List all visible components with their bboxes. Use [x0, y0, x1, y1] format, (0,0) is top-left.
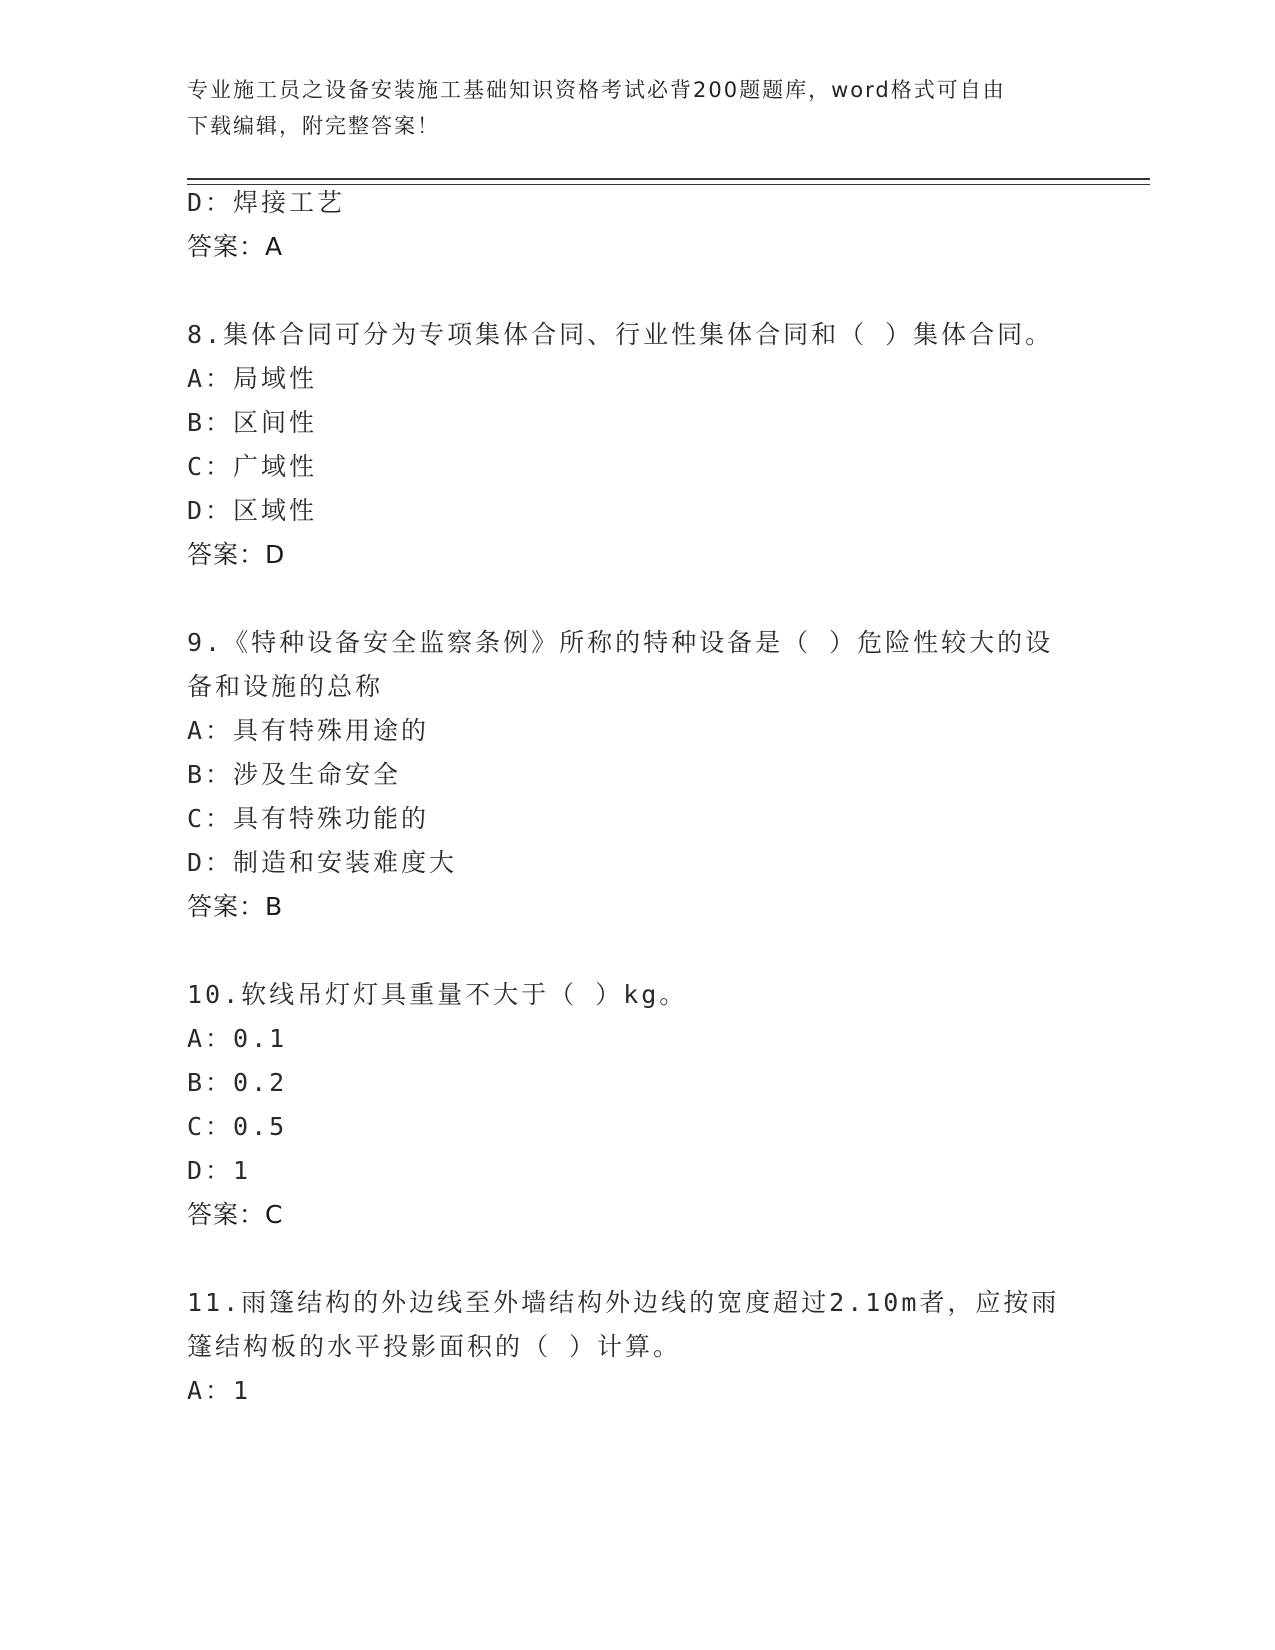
header-line-1: 专业施工员之设备安装施工基础知识资格考试必背200题题库，word格式可自由: [187, 78, 1006, 102]
question-9-option-d: D：制造和安装难度大: [187, 848, 458, 877]
question-9-option-b: B：涉及生命安全: [187, 760, 402, 789]
prev-answer: 答案：A: [187, 232, 284, 261]
question-10-option-c: C：0.5: [187, 1112, 288, 1141]
prev-option-d: D：焊接工艺: [187, 188, 346, 217]
question-10-option-d: D：1: [187, 1156, 252, 1185]
document-header: [187, 72, 1067, 144]
question-8-option-c: C：广域性: [187, 452, 318, 481]
question-11-stem-line-1: 11.雨篷结构的外边线至外墙结构外边线的宽度超过2.10m者，应按雨: [187, 1288, 1060, 1317]
question-10-option-b: B：0.2: [187, 1068, 288, 1097]
question-9-stem-line-2: 备和设施的总称: [187, 672, 384, 701]
header-line-2: 下载编辑，附完整答案！: [187, 114, 440, 138]
question-11-option-a: A：1: [187, 1376, 252, 1405]
question-11-stem-line-2: 篷结构板的水平投影面积的（ ）计算。: [187, 1332, 682, 1361]
question-8-option-b: B：区间性: [187, 408, 318, 437]
question-9-option-c: C：具有特殊功能的: [187, 804, 430, 833]
question-9-answer: 答案：B: [187, 892, 284, 921]
question-10-stem: 10.软线吊灯灯具重量不大于（ ）kg。: [187, 980, 688, 1009]
question-10-answer: 答案：C: [187, 1200, 284, 1229]
question-9-option-a: A：具有特殊用途的: [187, 716, 430, 745]
question-8-option-d: D：区域性: [187, 496, 318, 525]
question-9-stem-line-1: 9.《特种设备安全监察条例》所称的特种设备是（ ）危险性较大的设: [187, 628, 1054, 657]
question-8-answer: 答案：D: [187, 540, 286, 569]
question-8-option-a: A：局域性: [187, 364, 318, 393]
question-8-stem: 8.集体合同可分为专项集体合同、行业性集体合同和（ ）集体合同。: [187, 320, 1054, 349]
question-10-option-a: A：0.1: [187, 1024, 288, 1053]
